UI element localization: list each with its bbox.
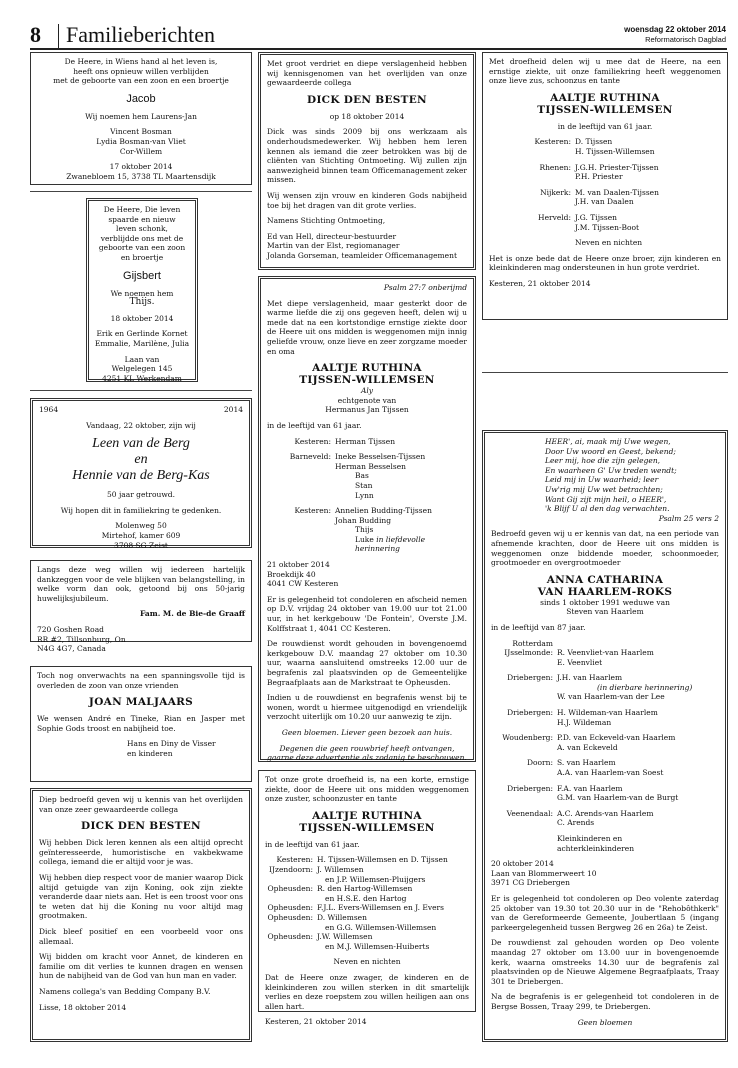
deceased-name: DICK DEN BESTEN xyxy=(81,820,201,833)
relative-name: Annelien Budding-Tijssen xyxy=(335,506,432,516)
relative-place: Driebergen: xyxy=(507,673,553,683)
relative-group xyxy=(491,639,719,649)
psalm-reference: Psalm 27:7 onberijmd xyxy=(383,283,467,292)
relative-place: Opheusden: xyxy=(267,903,313,913)
relative-place: IJsselmonde: xyxy=(504,648,553,658)
address-line: Laan van Blommerweert 10 xyxy=(491,868,597,878)
relative-name: Luke xyxy=(355,534,374,544)
deceased-name: AALTJE RUTHINA xyxy=(312,362,422,375)
address-line: 3971 CG Driebergen xyxy=(491,878,570,888)
intro-line: De Heere, in Wiens hand al het leven is, xyxy=(64,57,218,66)
sibling-name: Cor-Willem xyxy=(119,146,163,156)
grandchildren: Kleinkinderen en xyxy=(557,834,623,843)
relative-name: J.G. Tijssen xyxy=(575,212,617,222)
relative-place: Opheusden: xyxy=(267,912,313,922)
poem-line: En waarheen G' Uw treden wendt; xyxy=(545,465,677,475)
relative-name: en G.G. Willemsen-Willemsen xyxy=(325,922,437,932)
sender: en kinderen xyxy=(127,748,173,758)
deceased-surname: TIJSSEN-WILLEMSEN xyxy=(537,103,673,116)
relative-name: H. Tijssen-Willemsen xyxy=(575,146,655,156)
child-name: Jacob xyxy=(126,92,156,105)
poem-line: Leid mij in Uw waarheid; leer xyxy=(545,475,659,485)
years-married: 50 jaar getrouwd. xyxy=(107,490,175,500)
paragraph: Er is gelegenheid tot condoleren en afscheid nemen op D.V. vrijdag 24 oktober van 19.00 uur tot 21.00 uur, in het kerkgebouw 'De Fontein', Overste J.M. Kolffstraat 1, 4041 CC Kesteren. xyxy=(267,594,467,633)
note: Geen bloemen. Liever geen bezoek aan huis. xyxy=(281,727,453,737)
relative-group xyxy=(265,932,469,951)
relative-name: en J.P. Willemsen-Pluijgers xyxy=(325,874,426,884)
relative-name: J. Willemsen xyxy=(317,864,364,874)
relative-name: en M.J. Willemsen-Huiberts xyxy=(325,941,430,951)
memorial-note: (in dierbare herinnering) xyxy=(597,682,693,692)
spouse-name: Hermanus Jan Tijssen xyxy=(325,405,409,415)
relative-place: Opheusden: xyxy=(267,884,313,894)
relative-place: Kesteren: xyxy=(276,855,313,865)
intro: Vandaag, 22 oktober, zijn wij xyxy=(86,420,196,430)
spouse-label: echtgenote van xyxy=(337,395,397,405)
poem-line: Door Uw woord en Geest, bekend; xyxy=(545,446,676,456)
relative-name: J.W. Willemsen xyxy=(317,932,373,942)
relative-name: A. van Eckeveld xyxy=(557,742,618,752)
relative-place: Driebergen: xyxy=(507,708,553,718)
couple-conjunction: en xyxy=(134,452,148,468)
relative-name: G.M. van Haarlem-van de Burgt xyxy=(557,793,679,803)
signature: Martin van der Elst, regiomanager xyxy=(267,241,400,251)
paragraph: Er is gelegenheid tot condoleren op Deo volente zaterdag 25 oktober van 19.30 tot 20.30 uur in de "Rehobôthkerk" van de Gereformeerde Gemeente, Joubertlaan 5 (ingang parkeergelegenheid tussen Bergweg 26 en 26a) te Zeist. xyxy=(491,893,719,932)
note: Geen bloemen xyxy=(577,1017,633,1027)
relative-place: Opheusden: xyxy=(267,932,313,942)
relative-name: J.H. van Haarlem xyxy=(557,673,623,683)
relative-name: M. van Daalen-Tijssen xyxy=(575,187,659,197)
poem-line: 'k Blijf U al den dag verwachten. xyxy=(545,504,670,514)
relative-name: P.D. van Eckeveld-van Haarlem xyxy=(557,733,676,743)
relative-group xyxy=(265,855,469,865)
signature: Fam. M. de Bie-de Graaff xyxy=(139,609,245,619)
deceased-surname: TIJSSEN-WILLEMSEN xyxy=(299,821,435,834)
intro-line: geboorte van een zoon xyxy=(98,243,186,253)
address-line: Welgelegen 145 xyxy=(111,364,173,374)
intro-line: De Heere, Die leven xyxy=(103,205,181,214)
page-number: 8 xyxy=(30,22,41,47)
birth-date: 18 oktober 2014 xyxy=(110,313,174,323)
death-notice-aaltje-family xyxy=(258,276,476,762)
address-line: Mirtehof, kamer 609 xyxy=(101,530,181,540)
condolence-text: We wensen André en Tineke, Rian en Jasper met Sophie Gods troost en nabijheid toe. xyxy=(37,714,245,733)
relative-group xyxy=(267,506,467,554)
couple-name: Hennie van de Berg-Kas xyxy=(72,468,210,484)
deceased-name: AALTJE RUTHINA xyxy=(312,809,422,822)
paragraph: Wij hebben Dick leren kennen als een altijd oprecht geïnteresseerde, humoristische en vakbekwame collega, iemand die er altijd voor je was. xyxy=(39,838,243,867)
deceased-surname: TIJSSEN-WILLEMSEN xyxy=(299,374,435,387)
relative-name: S. van Haarlem xyxy=(557,758,616,768)
death-notice-aaltje-brother xyxy=(482,52,728,320)
relative-group xyxy=(491,758,719,777)
header-rule xyxy=(30,48,727,50)
relative-group xyxy=(267,452,467,500)
intro: Bedroefd geven wij u er kennis van dat, na een periode van afnemende krachten, door de Heere uit ons midden is weggenomen onze biddende moeder, schoonmoeder, grootmoeder en overgrootmoeder xyxy=(491,529,719,568)
signature: Ed van Hell, directeur-bestuurder xyxy=(267,231,397,241)
relative-place: Rotterdam xyxy=(512,638,553,648)
nieces-nephews: Neven en nichten xyxy=(333,957,401,967)
birth-announcement-gijsbert xyxy=(86,198,198,382)
year-start: 1964 xyxy=(39,405,59,414)
closing-text: Dat de Heere onze zwager, de kinderen en de kleinkinderen zou willen sterken in dit smartelijk verlies en deze roepstem zou willen heiligen aan ons allen hart. xyxy=(265,972,469,1011)
intro-line: verblijdde ons met de xyxy=(100,233,184,243)
parent-name: Lydia Bosman-van Vliet xyxy=(96,136,186,146)
address-line: N4G 4G7, Canada xyxy=(37,644,106,654)
relative-name: A.A. van Haarlem-van Soest xyxy=(557,768,664,778)
death-notice-joan xyxy=(30,666,252,782)
widow-note: sinds 1 oktober 1991 weduwe van xyxy=(540,597,670,607)
address-line: Laan van xyxy=(124,354,160,364)
relative-group xyxy=(489,188,721,207)
relative-name: Lynn xyxy=(355,490,374,500)
nickname: Thijs. xyxy=(129,297,155,308)
relative-name: P.H. Priester xyxy=(575,172,623,182)
intro-line: leven schonk, xyxy=(116,224,168,234)
couple-name: Leen van de Berg xyxy=(92,436,190,452)
intro: Diep bedroefd geven wij u kennis van het overlijden van onze zeer gewaardeerde collega xyxy=(39,795,243,814)
note: Degenen die geen rouwbrief heeft ontvangen, gaarne deze advertentie als zodanig te beschouwen. xyxy=(267,743,467,763)
relative-name: D. Willemsen xyxy=(317,912,367,922)
relative-place: Doorn: xyxy=(527,758,553,768)
parent-name: Vincent Bosman xyxy=(110,127,172,137)
paragraph: Wij bidden om kracht voor Annet, de kinderen en familie om dit verlies te kunnen dragen en wensen hun de nabijheid van de God van hun man en vader. xyxy=(39,952,243,981)
relative-name: F.A. van Haarlem xyxy=(557,783,623,793)
spouse-name: Steven van Haarlem xyxy=(566,607,644,617)
relative-place: Barneveld: xyxy=(289,452,331,462)
name-note: Wij noemen hem Laurens-Jan xyxy=(85,111,197,121)
relative-place: Woudenberg: xyxy=(502,733,553,743)
address-line: RR #2, Tillsonburg, On xyxy=(37,634,126,644)
column-divider xyxy=(30,390,252,391)
relative-place: Driebergen: xyxy=(507,783,553,793)
intro: Toch nog onverwachts na een spanningsvolle tijd is overleden de zoon van onze vrienden xyxy=(37,671,245,690)
relative-place: Kesteren: xyxy=(294,436,331,446)
death-notice-dick-colleagues xyxy=(30,788,252,1042)
name-note: We noemen hem xyxy=(110,288,174,298)
address-line: 4041 CW Kesteren xyxy=(267,579,339,589)
paragraph: Dick bleef positief en een voorbeeld voor ons allemaal. xyxy=(39,926,243,946)
death-notice-aaltje-siblings xyxy=(258,770,476,1027)
intro-line: spaarde en nieuw xyxy=(108,214,176,224)
paragraph: Na de begrafenis is er gelegenheid tot condoleren in de Bergse Bossen, Traay 299, te Driebergen. xyxy=(491,992,719,1011)
birth-announcement-jacob xyxy=(30,52,252,185)
relative-place: Nijkerk: xyxy=(540,187,571,197)
grandchildren: achterkleinkinderen xyxy=(557,843,635,853)
address-line: 4251 KL Werkendam xyxy=(102,373,182,383)
relative-place: Herveld: xyxy=(538,212,571,222)
place-date: Kesteren, 21 oktober 2014 xyxy=(489,278,591,288)
poem-line: Uw'rig mij Uw wet betrachten; xyxy=(545,484,663,494)
intro-line: heeft ons opnieuw willen verblijden xyxy=(73,66,209,76)
relative-place: IJzendoorn: xyxy=(269,864,313,874)
relative-name: R. Veenvliet-van Haarlem xyxy=(557,648,654,658)
relative-group xyxy=(491,673,719,702)
year-range xyxy=(39,405,243,415)
relative-place: Kesteren: xyxy=(294,506,331,516)
relative-name: Johan Budding xyxy=(335,515,392,525)
paragraph: Dick was sinds 2009 bij ons werkzaam als onderhoudsmedewerker. Wij hebben hem leren kennen als iemand die zeer betrokken was bij de cliënten van Stichting Ontmoeting. Wij zullen zijn aanwezigheid binnen team Officemanagement zeker missen. xyxy=(267,127,467,185)
paragraph: Wij hebben diep respect voor de manier waarop Dick altijd getuigde van zijn Koning, ook zijn ziekte veranderde daar niets aan. Het is een troost voor ons te weten dat hij die Koning nu voor altijd mag grootmaken. xyxy=(39,872,243,921)
parent-names: Erik en Gerlinde Kornet xyxy=(96,329,188,339)
birth-date: 17 oktober 2014 xyxy=(109,162,173,172)
thank-you-notice xyxy=(30,560,252,654)
age: in de leeftijd van 61 jaar. xyxy=(265,839,360,849)
relative-group xyxy=(265,884,469,903)
death-date: op 18 oktober 2014 xyxy=(329,111,405,121)
relative-name: E. Veenvliet xyxy=(557,657,603,667)
relative-name: Herman Tijssen xyxy=(335,436,396,446)
paragraph: De rouwdienst wordt gehouden in bovengenoemd kerkgebouw D.V. maandag 27 oktober om 10.30 uur, waarna aansluitend omstreeks 12.00 uur de begrafenis zal plaatsvinden op de Gemeentelijke Begraafplaats aan de Markstraat te Opheusden. xyxy=(267,639,467,687)
relative-group xyxy=(267,437,467,447)
intro: Met droefheid delen wij u mee dat de Heere, na een ernstige ziekte, uit onze familiekring heeft weggenomen onze lieve zus, schoonzus en tante xyxy=(489,57,721,86)
relative-name: R. den Hartog-Willemsen xyxy=(317,884,413,894)
poem-line: HEER', ai, maak mij Uwe wegen, xyxy=(545,437,671,446)
relative-name: Stan xyxy=(355,480,373,490)
deceased-name: ANNA CATHARINA xyxy=(546,573,664,586)
intro-line: met de geboorte van een zoon en een broertje xyxy=(53,76,229,86)
issue-date: woensdag 22 oktober 2014 xyxy=(624,25,726,34)
relative-group xyxy=(491,733,719,752)
signature: Jolanda Gorseman, teamleider Officemanagement xyxy=(267,250,457,260)
relative-place: Rhenen: xyxy=(539,162,571,172)
age: in de leeftijd van 87 jaar. xyxy=(491,622,586,632)
relative-name: J.H. van Daalen xyxy=(575,197,634,207)
notice-date: 20 oktober 2014 xyxy=(491,859,554,869)
relative-name: H. Tijssen-Willemsen en D. Tijssen xyxy=(317,855,448,865)
relative-group xyxy=(491,708,719,727)
relative-group xyxy=(491,784,719,803)
relative-name: H. Wildeman-van Haarlem xyxy=(557,708,658,718)
death-notice-anna xyxy=(482,430,728,1042)
place-date: Kesteren, 21 oktober 2014 xyxy=(265,1017,367,1027)
relative-place: Veenendaal: xyxy=(506,808,553,818)
relative-group xyxy=(489,213,721,232)
section-title: Familieberichten xyxy=(66,22,216,47)
child-name: Gijsbert xyxy=(123,269,161,282)
deceased-name: DICK DEN BESTEN xyxy=(307,93,427,106)
place-date: Lisse, 18 oktober 2014 xyxy=(39,1002,127,1012)
sibling-names: Emmalie, Marilène, Julia xyxy=(94,338,190,348)
intro: Met groot verdriet en diepe verslagenheid hebben wij kennisgenomen van het overlijden van onze gewaardeerde collega xyxy=(267,59,467,88)
paragraph: Namens Stichting Ontmoeting, xyxy=(267,216,386,226)
age: in de leeftijd van 61 jaar. xyxy=(267,420,362,430)
relative-group xyxy=(489,163,721,182)
year-end: 2014 xyxy=(223,405,243,414)
deceased-name: JOAN MALJAARS xyxy=(88,696,194,709)
address-line: Molenweg 50 xyxy=(115,521,167,531)
deceased-surname: VAN HAARLEM-ROKS xyxy=(537,585,673,598)
memorial-note: in liefdevolle herinnering xyxy=(355,534,426,554)
header-separator xyxy=(58,24,59,48)
relative-name: Thijs xyxy=(355,525,374,535)
address: Zwanebloem 15, 3738 TL Maartensdijk xyxy=(66,171,216,181)
thanks-text: Langs deze weg willen wij iedereen hartelijk dankzeggen voor de vele blijken van belangstelling, in welke vorm dan ook, getoond bij ons 50-jarig huwelijksjubileum. xyxy=(37,565,245,603)
deceased-name: AALTJE RUTHINA xyxy=(550,91,660,104)
relative-group xyxy=(489,137,721,156)
relative-name: F.J.L. Evers-Willemsen en J. Evers xyxy=(317,903,444,913)
intro-line: en broertje xyxy=(120,252,164,262)
relative-group xyxy=(265,913,469,932)
age: in de leeftijd van 61 jaar. xyxy=(557,121,653,131)
paragraph: De rouwdienst zal gehouden worden op Deo volente maandag 27 oktober om 13.00 uur in bovengenoemde kerk, waarna omstreeks 14.30 uur de begrafenis zal plaatsvinden op de Nieuwe Algemene Begraafplaats, Traay 301 te Driebergen. xyxy=(491,938,719,986)
relative-name: Ineke Besselsen-Tijssen xyxy=(335,452,426,462)
relative-name: C. Arends xyxy=(557,818,595,828)
anniversary-announcement xyxy=(30,398,252,548)
address-line: 720 Goshen Road xyxy=(37,624,104,634)
relative-name: D. Tijssen xyxy=(575,137,613,147)
sender: Hans en Diny de Visser xyxy=(127,739,216,749)
death-notice-dick-stichting xyxy=(258,52,476,270)
relative-group xyxy=(491,648,719,667)
closing-text: Het is onze bede dat de Heere onze broer, zijn kinderen en kleinkinderen mag ondersteunen in hun grote verdriet. xyxy=(489,253,721,273)
relative-group xyxy=(265,903,469,913)
relative-group xyxy=(265,865,469,884)
relative-name: J.G.H. Priester-Tijssen xyxy=(575,162,659,172)
relative-name: Bas xyxy=(355,471,369,481)
relative-name: H.J. Wildeman xyxy=(557,717,612,727)
relative-name: J.M. Tijssen-Boot xyxy=(575,222,640,232)
paragraph: Wij wensen zijn vrouw en kinderen Gods nabijheid toe bij het dragen van dit grote verlies. xyxy=(267,190,467,210)
intro: Met diepe verslagenheid, maar gesterkt door de warme liefde die zij ons gegeven heeft, delen wij u mede dat na een kortstondige ernstige ziekte door de Heere uit ons midden is weggenomen mijn innig geliefde vrouw, onze lieve en zeer zorgzame moeder en oma xyxy=(267,298,467,356)
paragraph: Namens collega's van Bedding Company B.V. xyxy=(39,986,211,996)
address-line: 3708 SG Zeist xyxy=(114,540,168,550)
relative-name: en H.S.E. den Hartog xyxy=(325,893,407,903)
psalm-reference: Psalm 25 vers 2 xyxy=(658,513,719,523)
celebration-note: Wij hopen dit in familiekring te gedenken. xyxy=(60,505,222,515)
address-line: Broekdijk 40 xyxy=(267,569,316,579)
relative-place: Kesteren: xyxy=(534,137,571,147)
paragraph: Indien u de rouwdienst en begrafenis wenst bij te wonen, wordt u hiermee uitgenodigd en vriendelijk verzocht uiterlijk om 10.20 uur aanwezig te zijn. xyxy=(267,693,467,722)
column-divider xyxy=(482,372,728,373)
relative-memorial xyxy=(335,535,467,554)
intro: Tot onze grote droefheid is, na een korte, ernstige ziekte, door de Heere uit ons midden weggenomen onze zuster, schoonzuster en tante xyxy=(265,775,469,804)
relative-name: W. van Haarlem-van der Lee xyxy=(557,692,665,702)
relative-name: Herman Besselsen xyxy=(335,461,406,471)
poem-line: Want Gij zijt mijn heil, o HEER', xyxy=(545,494,667,504)
notice-date: 21 oktober 2014 xyxy=(267,560,330,570)
nieces-nephews: Neven en nichten xyxy=(575,238,643,248)
column-divider xyxy=(30,191,252,192)
newspaper-name: Reformatorisch Dagblad xyxy=(645,35,726,44)
relative-group xyxy=(491,809,719,828)
nickname: Aly xyxy=(360,386,374,396)
poem-line: Leer mij, hoe die zijn gelegen, xyxy=(545,456,661,466)
relative-name: A.C. Arends-van Haarlem xyxy=(557,808,654,818)
